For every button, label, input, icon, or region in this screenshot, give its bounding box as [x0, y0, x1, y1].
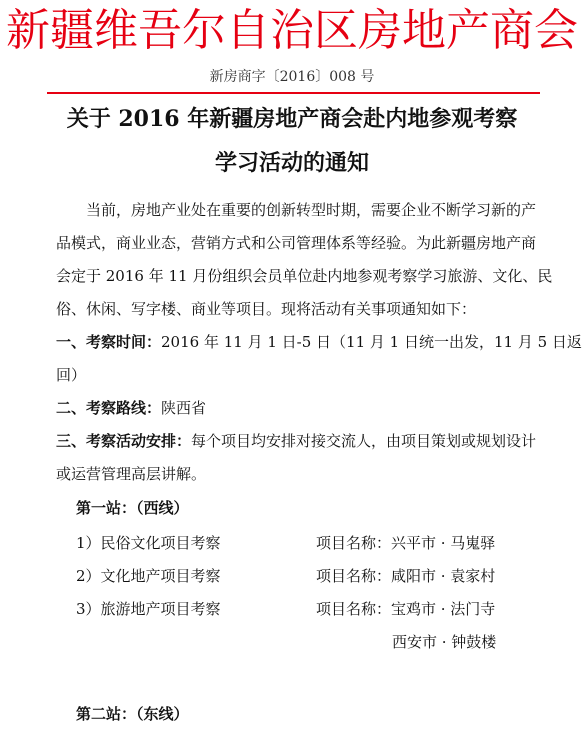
intro-line-1: 当前，房地产业处在重要的创新转型时期，需要企业不断学习新的产	[86, 201, 537, 219]
section-route	[56, 398, 206, 418]
station-west-item-2-type: 2）文化地产项目考察	[76, 567, 221, 585]
notice-title-line-1: 关于 2016 年新疆房地产商会赴内地参观考察	[66, 106, 518, 132]
document-number: 新房商字〔2016〕008 号	[209, 69, 375, 85]
section-time	[56, 332, 582, 352]
station-west-item-3-project: 项目名称：宝鸡市 · 法门寺	[316, 600, 496, 618]
section-time-value: 2016 年 11 月 1 日-5 日（11 月 1 日统一出发，11 月 5 日返	[161, 333, 582, 351]
station-west-label: 第一站：（西线）	[76, 499, 189, 517]
red-divider-rule	[47, 92, 540, 94]
section-arrangement-label: 三、考察活动安排：	[56, 432, 192, 450]
organization-header: 新疆维吾尔自治区房地产商会	[6, 5, 578, 56]
section-arrangement-value: 每个项目均安排对接交流人，由项目策划或规划设计	[191, 432, 537, 450]
section-route-label: 二、考察路线：	[56, 399, 162, 417]
intro-line-4: 俗、休闲、写字楼、商业等项目。现将活动有关事项通知如下：	[56, 300, 477, 318]
intro-line-3: 会定于 2016 年 11 月份组织会员单位赴内地参观考察学习旅游、文化、民	[56, 267, 553, 285]
section-time-label: 一、考察时间：	[56, 333, 162, 351]
section-route-value: 陕西省	[161, 399, 207, 417]
station-west-item-2-project: 项目名称：咸阳市 · 袁家村	[316, 567, 496, 585]
section-arrangement	[56, 431, 536, 451]
station-west-item-3-extra: 西安市 · 钟鼓楼	[392, 633, 497, 651]
station-west-item-1-project: 项目名称：兴平市 · 马嵬驿	[316, 534, 496, 552]
notice-title-line-2: 学习活动的通知	[214, 150, 369, 176]
section-arrangement-line-2: 或运营管理高层讲解。	[56, 465, 207, 483]
intro-line-2: 品模式，商业业态，营销方式和公司管理体系等经验。为此新疆房地产商	[56, 234, 537, 252]
station-east-label: 第二站：（东线）	[76, 705, 189, 723]
station-west-item-3-type: 3）旅游地产项目考察	[76, 600, 221, 618]
station-west-item-1-type: 1）民俗文化项目考察	[76, 534, 221, 552]
section-time-line-2: 回）	[56, 366, 87, 384]
